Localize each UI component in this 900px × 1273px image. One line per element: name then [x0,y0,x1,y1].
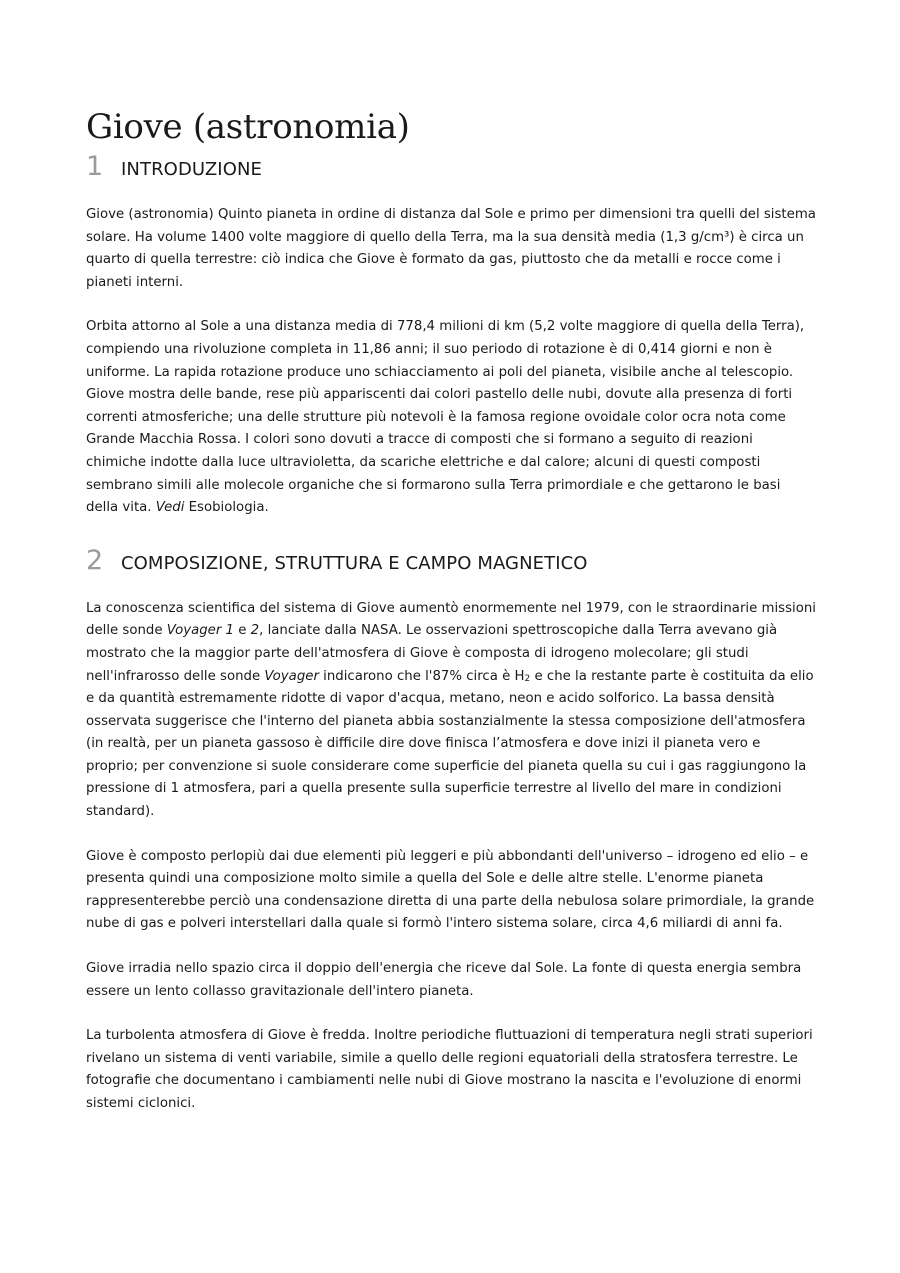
probe-name: Voyager [264,668,319,684]
paragraph: Giove è composto perlopiù dai due elementi più leggeri e più abbondanti dell'universo – idrogeno ed elio – e presenta quindi una composizione molto simile a quella del Sole e delle altre stelle. L'enorme pianeta rappresenterebbe perciò una condensazione diretta di una parte della nebulosa solare primordiale, la grande nube di gas e polveri interstellari dalla quale si formò l'intero sistema solare, circa 4,6 miliardi di anni fa. [86,848,815,932]
paragraph: La turbolenta atmosfera di Giove è fredda. Inoltre periodiche fluttuazioni di temperatura negli strati superiori rivelano un sistema di venti variabile, simile a quello delle regioni equatoriali della stratosfera terrestre. Le fotografie che documentano i cambiamenti nelle nubi di Giove mostrano la nascita e l'evoluzione di enormi sistemi ciclonici. [86,1028,813,1111]
probe-name: 2 [250,623,260,639]
paragraph-text: La conoscenza scientifica del sistema di Giove aumentò enormemente nel 1979, con le straordinarie missioni delle sonde [86,600,816,639]
section-heading-composizione [86,545,816,576]
section-title: COMPOSIZIONE, STRUTTURA E CAMPO MAGNETICO [121,552,588,574]
subscript: 2 [524,673,531,684]
see-also-label: Vedi [155,500,185,516]
document-title: Giove (astronomia) [86,107,410,147]
document-page [86,104,816,1116]
paragraph [86,598,816,824]
paragraph-text: e [234,623,251,639]
paragraph [86,316,816,519]
paragraph-text: indicarono che l'87% circa è H [318,668,525,684]
see-also-link[interactable]: Esobiologia. [184,500,269,516]
paragraph-text: Orbita attorno al Sole a una distanza media di 778,4 milioni di km (5,2 volte maggiore di quella della Terra), compiendo una rivoluzione completa in 11,86 anni; il suo periodo di rotazione è di 0,414 giorni e non è uniforme. La rapida rotazione produce uno schiacciamento ai poli del pianeta, visibile anche al telescopio. Giove mostra delle bande, rese più appariscenti dai colori pastello delle nubi, dovute alla presenza di forti correnti atmosferiche; una delle strutture più notevoli è la famosa regione ovoidale color ocra nota come Grande Macchia Rossa. I colori sono dovuti a tracce di composti che si formano a seguito di reazioni chimiche indotte dalla luce ultravioletta, da scariche elettriche e dal calore; alcuni di questi composti sembrano simili alle molecole organiche che si formarono sulla Terra primordiale e che gettarono le basi della vita. [86,319,805,516]
section-number: 2 [86,544,104,576]
paragraph-text: e che la restante parte è costituita da elio e da quantità estremamente ridotte di vapor d'acqua, metano, neon e acido solforico. La bassa densità osservata suggerisce che l'interno del pianeta abbia sostanzialmente la stessa composizione dell'atmosfera (in realtà, per un pianeta gassoso è difficile dire dove finisca l’atmosfera e dove inizi il pianeta vero e proprio; per convenzione si suole considerare come superficie del pianeta quella su cui i gas raggiungono la pressione di 1 atmosfera, pari a quella presente sulla superficie terrestre al livello del mare in condizioni standard). [86,668,814,820]
paragraph-text: , lanciate dalla NASA. Le osservazioni spettroscopiche dalla Terra avevano già mostrato che la maggior parte dell'atmosfera di Giove è composta di idrogeno molecolare; gli studi nell'infrarosso delle sonde [86,623,778,684]
probe-name: Voyager 1 [166,623,235,639]
section-heading-introduzione [86,151,816,182]
paragraph: Giove irradia nello spazio circa il doppio dell'energia che riceve dal Sole. La fonte di questa energia sembra essere un lento collasso gravitazionale dell'intero pianeta. [86,961,802,999]
section-number: 1 [86,151,104,182]
paragraph: Giove (astronomia) Quinto pianeta in ordine di distanza dal Sole e primo per dimensioni tra quelli del sistema solare. Ha volume 1400 volte maggiore di quello della Terra, ma la sua densità media (1,3 g/cm³) è circa un quarto di quella terrestre: ciò indica che Giove è formato da gas, piuttosto che da metalli e rocce come i pianeti interni. [86,207,816,290]
section-title: INTRODUZIONE [121,159,263,180]
